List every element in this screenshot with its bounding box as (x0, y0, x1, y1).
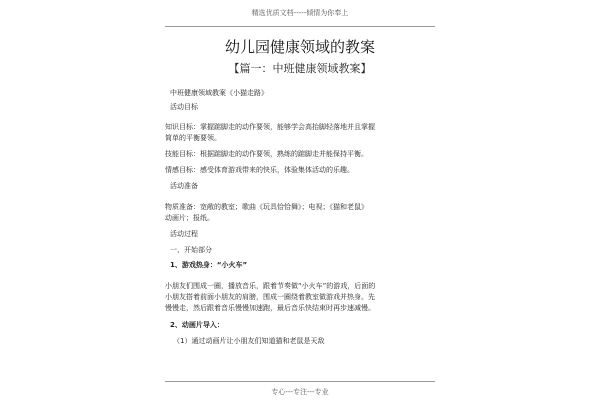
paragraph-line: 简单的平衡要领。 (165, 134, 221, 142)
footer-divider (165, 381, 435, 382)
paragraph-line: 动画片；报纸。 (165, 214, 214, 222)
document-subtitle: 【篇一：中班健康领域教案】 (228, 62, 372, 75)
paragraph-line: 物质准备：宽敞的教室；歌曲《玩具恰恰舞》；电视；《猫和老鼠》 (165, 203, 368, 211)
page-footer-text: 专心---专注---专业 (271, 388, 329, 396)
section-heading: 活动准备 (170, 182, 198, 190)
section-heading: 一、开始部分 (170, 246, 212, 254)
lesson-name: 中班健康领域教案《小猫走路》 (170, 89, 268, 97)
subsection-heading: 2、动画片导入： (170, 321, 224, 329)
paragraph-line: 小朋友搭着前面小朋友的肩膀，围成一圈绕着教室做游戏并热身。先 (165, 293, 375, 301)
header-divider (165, 26, 435, 27)
subsection-heading: 1、游戏热身：“小火车” (170, 261, 248, 269)
document-title: 幼儿园健康领域的教案 (224, 38, 375, 56)
paragraph-line: （1）通过动画片让小朋友们知道猫和老鼠是天敌 (173, 337, 325, 345)
section-heading: 活动过程 (170, 230, 198, 238)
section-heading: 活动目标 (170, 103, 198, 111)
paragraph-line: 小朋友们围成一圈，播放音乐，跟着节奏做“小火车”的游戏，后面的 (165, 282, 376, 290)
page-header-text: 精选优质文档-----倾情为你奉上 (251, 9, 349, 17)
paragraph-line: 知识目标：掌握踮脚走的动作要领，能够学会高抬脚轻落地并且掌握 (165, 123, 375, 131)
paragraph-line: 技能目标：根据踮脚走的动作要领，熟练的踮脚走并能保持平衡。 (165, 150, 368, 158)
paragraph-line: 慢慢走，然后跟着音乐慢慢加速跑，最后音乐快结束时再步速减慢。 (165, 304, 375, 312)
paragraph-line: 情感目标：感受体育游戏带来的快乐，体验集体活动的乐趣。 (165, 166, 354, 174)
document-body (165, 84, 433, 347)
